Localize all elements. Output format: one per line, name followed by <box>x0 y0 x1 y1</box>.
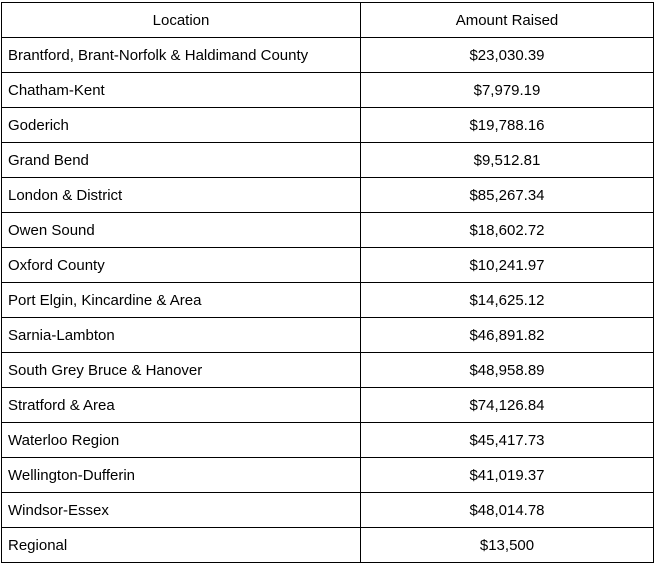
table-row <box>2 493 654 528</box>
location-cell: London & District <box>2 178 361 213</box>
table-row <box>2 213 654 248</box>
table-body <box>2 38 654 563</box>
location-cell: Grand Bend <box>2 143 361 178</box>
amount-cell: $45,417.73 <box>361 423 654 458</box>
amount-cell: $23,030.39 <box>361 38 654 73</box>
amount-cell: $19,788.16 <box>361 108 654 143</box>
amount-cell: $13,500 <box>361 528 654 563</box>
amount-cell: $10,241.97 <box>361 248 654 283</box>
table-row <box>2 283 654 318</box>
location-cell: Stratford & Area <box>2 388 361 423</box>
table-row <box>2 143 654 178</box>
location-cell: Regional <box>2 528 361 563</box>
amount-cell: $85,267.34 <box>361 178 654 213</box>
amount-cell: $18,602.72 <box>361 213 654 248</box>
location-cell: South Grey Bruce & Hanover <box>2 353 361 388</box>
amount-cell: $9,512.81 <box>361 143 654 178</box>
table-row <box>2 318 654 353</box>
location-cell: Brantford, Brant-Norfolk & Haldimand County <box>2 38 361 73</box>
table-row <box>2 38 654 73</box>
table-row <box>2 458 654 493</box>
table-row <box>2 388 654 423</box>
header-location: Location <box>2 3 361 38</box>
location-cell: Goderich <box>2 108 361 143</box>
table-row <box>2 353 654 388</box>
table-row <box>2 248 654 283</box>
fundraising-table <box>1 2 654 563</box>
header-amount-raised: Amount Raised <box>361 3 654 38</box>
table-header-row <box>2 3 654 38</box>
location-cell: Sarnia-Lambton <box>2 318 361 353</box>
amount-cell: $48,958.89 <box>361 353 654 388</box>
table-row <box>2 73 654 108</box>
location-cell: Oxford County <box>2 248 361 283</box>
amount-cell: $46,891.82 <box>361 318 654 353</box>
table-row <box>2 178 654 213</box>
amount-cell: $74,126.84 <box>361 388 654 423</box>
location-cell: Chatham-Kent <box>2 73 361 108</box>
location-cell: Port Elgin, Kincardine & Area <box>2 283 361 318</box>
table-row <box>2 423 654 458</box>
amount-cell: $7,979.19 <box>361 73 654 108</box>
location-cell: Wellington-Dufferin <box>2 458 361 493</box>
amount-cell: $41,019.37 <box>361 458 654 493</box>
location-cell: Waterloo Region <box>2 423 361 458</box>
location-cell: Owen Sound <box>2 213 361 248</box>
amount-cell: $14,625.12 <box>361 283 654 318</box>
location-cell: Windsor-Essex <box>2 493 361 528</box>
table-row <box>2 528 654 563</box>
table-row <box>2 108 654 143</box>
amount-cell: $48,014.78 <box>361 493 654 528</box>
